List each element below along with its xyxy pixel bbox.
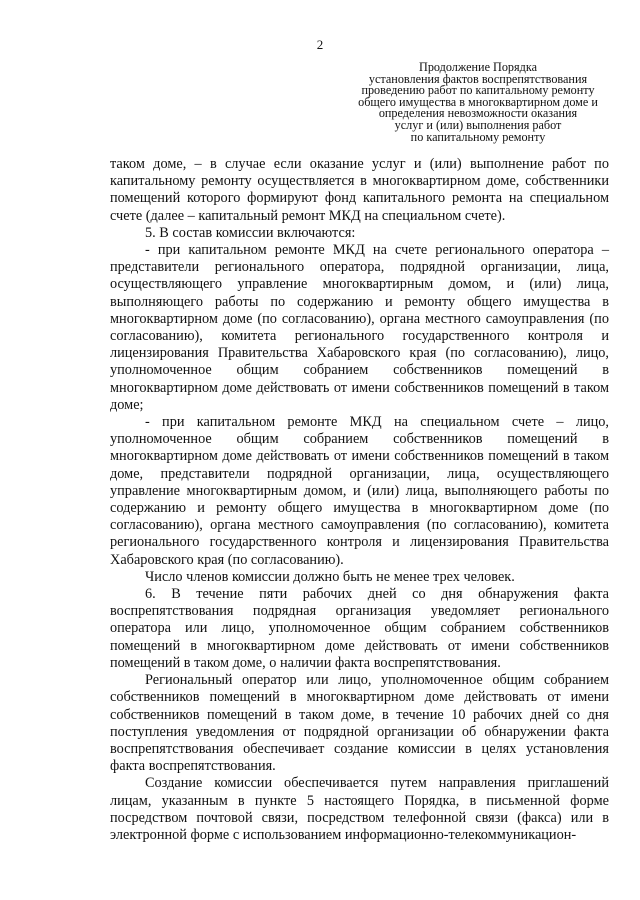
- header-line: установления фактов воспрепятствования: [368, 71, 588, 86]
- page-number: 2: [316, 37, 324, 52]
- continuation-header: [340, 62, 616, 143]
- paragraph-invitations: Создание комиссии обеспечивается путем направления приглашений лицам, указанным в пункте 5 настоящего Порядка, в письменной форме посредством почтовой связи, посредством телефонной связи (факса) или в электронной форме с использованием информационно-телекоммуникацион-: [110, 775, 609, 843]
- document-body: [110, 156, 609, 844]
- paragraph-special-account: - при капитальном ремонте МКД на специальном счете – лицо, уполномоченное общим собранием собственников помещений в многоквартирном доме действовать от имени собственников помещений в таком доме, представители подрядной организации, лица, осуществляющего управление многоквартирным домом, и (или) лица, выполняющего работы по содержанию и ремонту общего имущества в многоквартирном доме (по согласованию), органа местного самоуправления (по согласованию), комитета регионального государственного контроля и лицензирования Правительства Хабаровского края (по согласованию).: [110, 414, 609, 568]
- paragraph-item-5: 5. В состав комиссии включаются:: [145, 224, 356, 241]
- header-line: услуг и (или) выполнения работ: [394, 117, 562, 132]
- paragraph-item-6: 6. В течение пяти рабочих дней со дня обнаружения факта воспрепятствования подрядная организация уведомляет регионального оператора или лицо, уполномоченное общим собранием собственников помещений в многоквартирном доме действовать от имени собственников помещений в таком доме, о наличии факта воспрепятствования.: [110, 586, 609, 671]
- header-line: Продолжение Порядка: [419, 60, 537, 74]
- header-line: проведению работ по капитальному ремонту: [361, 83, 595, 98]
- header-line: общего имущества в многоквартирном доме и: [358, 94, 598, 109]
- header-line: по капитальному ремонту: [410, 129, 546, 144]
- paragraph-operator-duty: Региональный оператор или лицо, уполномоченное общим собранием собственников помещений в многоквартирном доме действовать от имени собственников помещений в таком доме, в течение 10 рабочих дней со дня поступления уведомления от подрядной организации об обнаружении факта воспрепятствования обеспечивает создание комиссии в целях установления факта воспрепятствования.: [110, 672, 609, 775]
- header-line: определения невозможности оказания: [378, 106, 578, 121]
- paragraph-member-count: Число членов комиссии должно быть не менее трех человек.: [145, 568, 515, 585]
- paragraph-regional-operator: - при капитальном ремонте МКД на счете регионального оператора – представители регионального оператора, подрядной организации, лица, осуществляющего управление многоквартирным домом, и (или) лица, выполняющего работы по содержанию и ремонту общего имущества в многоквартирном доме (по согласованию), органа местного самоуправления (по согласованию), комитета регионального государственного контроля и лицензирования Правительства Хабаровского края (по согласованию), лицо, уполномоченное общим собранием собственников помещений в многоквартирном доме действовать от имени собственников помещений в таком доме;: [110, 242, 609, 413]
- paragraph-continuation: таком доме, – в случае если оказание услуг и (или) выполнение работ по капитальному ремонту осуществляется в многоквартирном доме, собственники помещений которого формируют фонд капитального ремонта на специальном счете (далее – капитальный ремонт МКД на специальном счете).: [110, 156, 609, 224]
